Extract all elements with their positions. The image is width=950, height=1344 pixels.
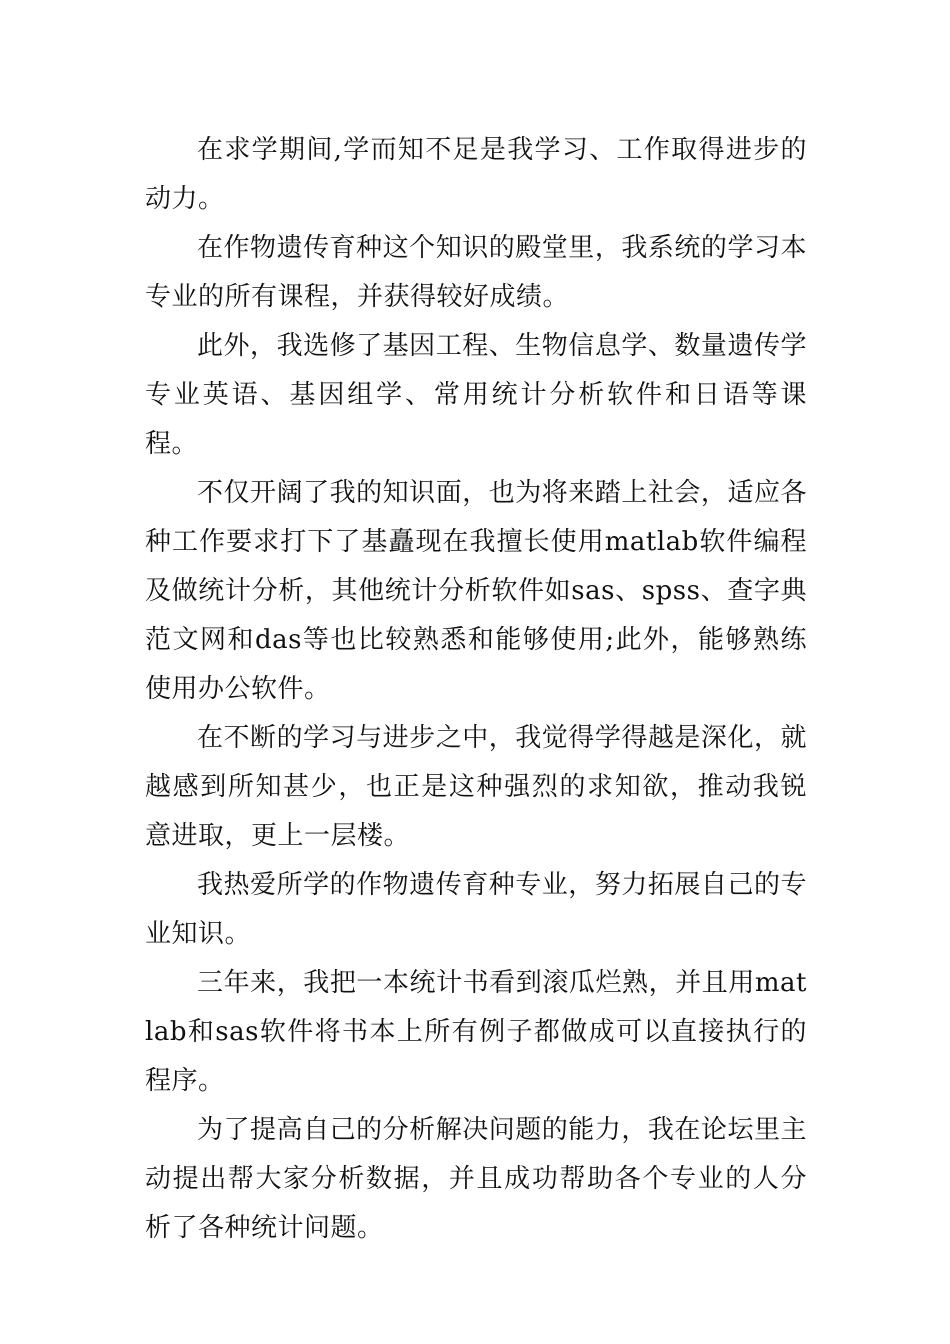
paragraph-4: 不仅开阔了我的知识面，也为将来踏上社会，适应各种工作要求打下了基矗现在我擅长使用matlab软件编程及做统计分析，其他统计分析软件如sas、spss、查字典范文网和das等也比较熟悉和能够使用;此外，能够熟练使用办公软件。	[145, 478, 807, 704]
paragraph-3: 此外，我选修了基因工程、生物信息学、数量遗传学专业英语、基因组学、常用统计分析软件和日语等课程。	[145, 331, 807, 459]
paragraph-2: 在作物遗传育种这个知识的殿堂里，我系统的学习本专业的所有课程，并获得较好成绩。	[145, 233, 807, 312]
paragraph-7: 三年来，我把一本统计书看到滚瓜烂熟，并且用matlab和sas软件将书本上所有例子都做成可以直接执行的程序。	[145, 968, 807, 1096]
paragraph-8: 为了提高自己的分析解决问题的能力，我在论坛里主动提出帮大家分析数据，并且成功帮助各个专业的人分析了各种统计问题。	[145, 1115, 807, 1243]
paragraph-6: 我热爱所学的作物遗传育种专业，努力拓展自己的专业知识。	[145, 870, 807, 949]
paragraph-1: 在求学期间,学而知不足是我学习、工作取得进步的动力。	[145, 135, 807, 214]
paragraph-5: 在不断的学习与进步之中，我觉得学得越是深化，就越感到所知甚少，也正是这种强烈的求知欲，推动我锐意进取，更上一层楼。	[145, 723, 807, 851]
document-body	[145, 126, 807, 1253]
